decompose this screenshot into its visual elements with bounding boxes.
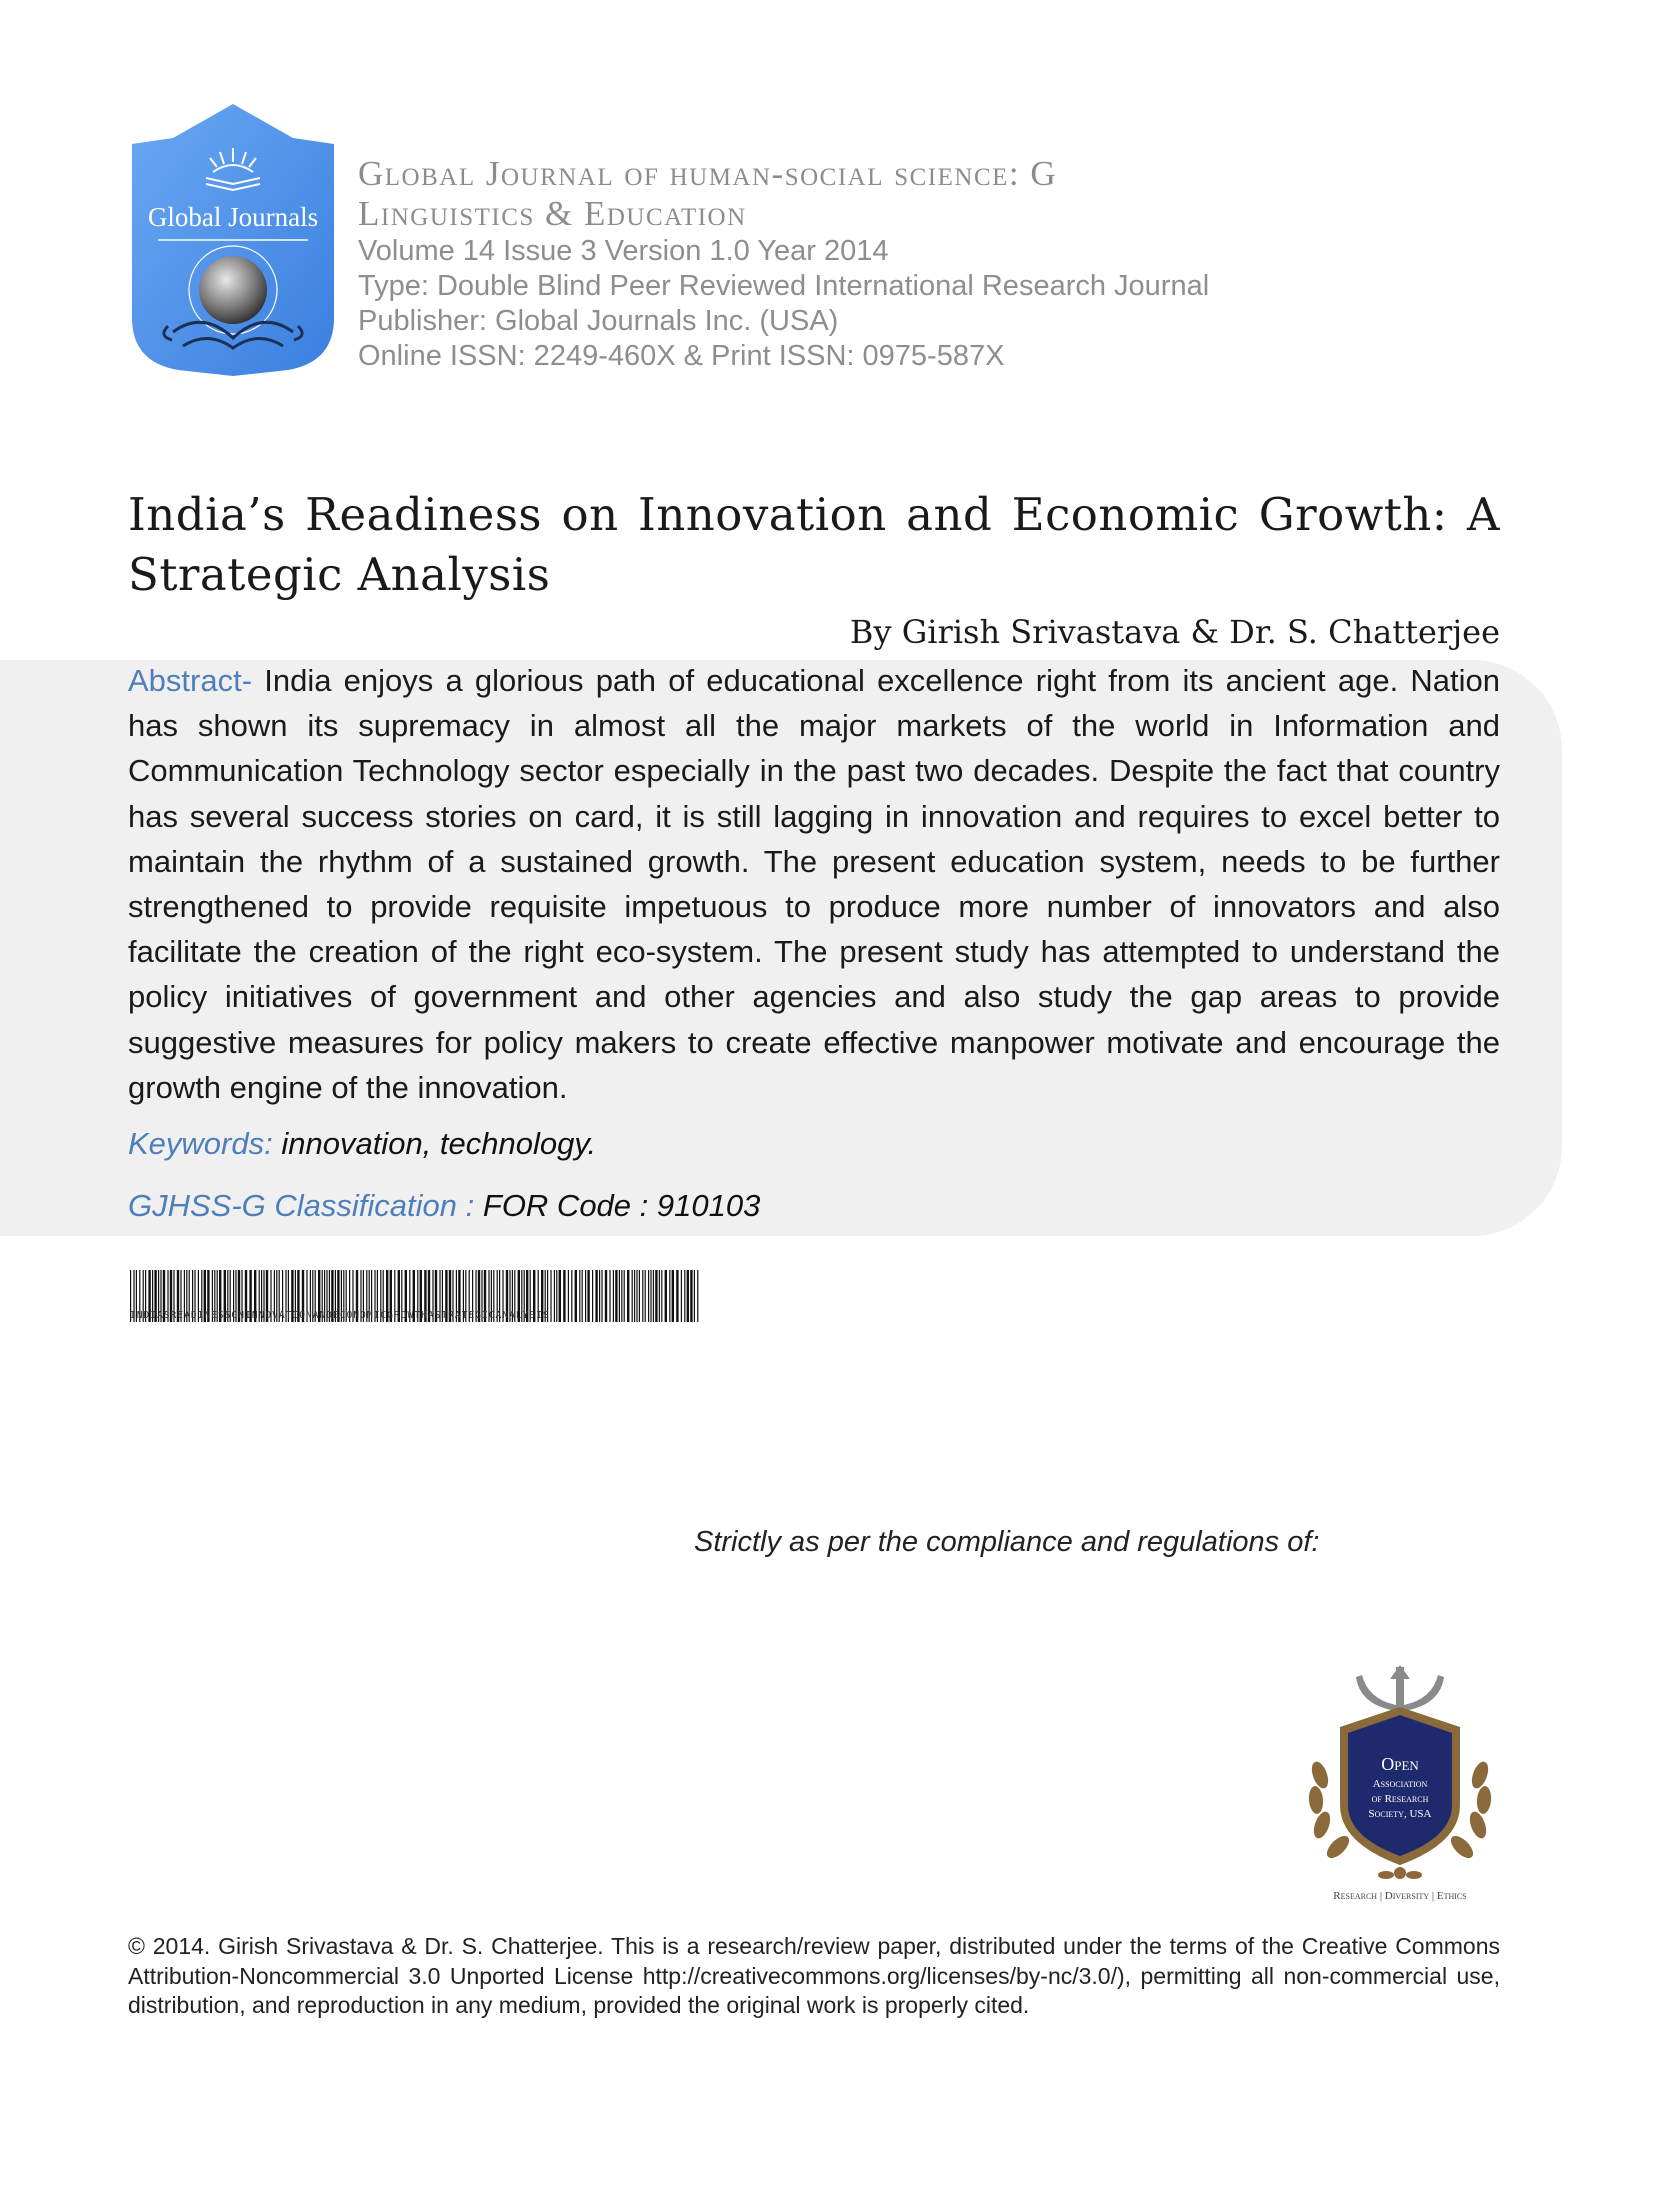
- keywords: [128, 1122, 596, 1166]
- svg-text:Society, USA: Society, USA: [1368, 1808, 1432, 1820]
- journal-type: Type: Double Blind Peer Reviewed International Research Journal: [358, 270, 1210, 302]
- abstract-text: India enjoys a glorious path of educational excellence right from its ancient age. Nation has shown its supremacy in almost all the major markets of the world in Information and Communication Technology sector especially in the past two decades. Despite the fact that country has several success stories on card, it is still lagging in innovation and requires to excel better to maintain the rhythm of a sustained growth. The present education system, needs to be further strengthened to provide requisite impetuous to produce more number of innovators and also facilitate the creation of the right eco-system. The present study has attempted to understand the policy initiatives of government and other agencies and also study the gap areas to provide suggestive measures for policy makers to create effective manpower motivate and encourage the growth engine of the innovation.: [128, 663, 1500, 1105]
- oars-tagline: Research | Diversity | Ethics: [1333, 1890, 1467, 1902]
- barcode-text: INDIASREADINESSONINNOVATIONANDECONOMICGROWTHASTRATEGICANALYSIS: [130, 1310, 550, 1321]
- journal-volume: Volume 14 Issue 3 Version 1.0 Year 2014: [358, 235, 889, 267]
- compliance-note: Strictly as per the compliance and regulations of:: [694, 1526, 1320, 1558]
- svg-text:Global Journals: Global Journals: [147, 202, 319, 232]
- classification-value: FOR Code : 910103: [474, 1188, 761, 1223]
- abstract: [128, 658, 1500, 1110]
- svg-text:of Research: of Research: [1371, 1793, 1429, 1805]
- paper-title: India’s Readiness on Innovation and Economic Growth: A Strategic Analysis: [128, 488, 1500, 601]
- oars-emblem-icon: [1290, 1665, 1510, 1890]
- journal-title-line2: Linguistics & Education: [358, 194, 747, 233]
- global-journals-logo-icon: [128, 100, 338, 380]
- license-notice: © 2014. Girish Srivastava & Dr. S. Chatterjee. This is a research/review paper, distributed under the terms of the Creative Commons Attribution-Noncommercial 3.0 Unported License http://creativecommons.org/licenses/by-nc/3.0/), permitting all non-commercial use, distribution, and reproduction in any medium, provided the original work is properly cited.: [128, 1933, 1500, 2018]
- journal-issn: Online ISSN: 2249-460X & Print ISSN: 0975-587X: [358, 340, 1005, 372]
- keywords-value: innovation, technology.: [272, 1126, 597, 1161]
- classification: [128, 1184, 760, 1228]
- logo-name: [148, 202, 318, 232]
- paper-authors: By Girish Srivastava & Dr. S. Chatterjee: [849, 613, 1500, 651]
- journal-title-line1: Global Journal of human-social science: G: [358, 154, 1058, 193]
- classification-label: GJHSS-G Classification :: [128, 1188, 475, 1223]
- journal-publisher: Publisher: Global Journals Inc. (USA): [358, 305, 839, 337]
- keywords-label: Keywords:: [128, 1126, 273, 1161]
- svg-text:Open: Open: [1381, 1754, 1419, 1774]
- svg-text:Association: Association: [1372, 1778, 1428, 1790]
- abstract-label: Abstract-: [128, 663, 253, 698]
